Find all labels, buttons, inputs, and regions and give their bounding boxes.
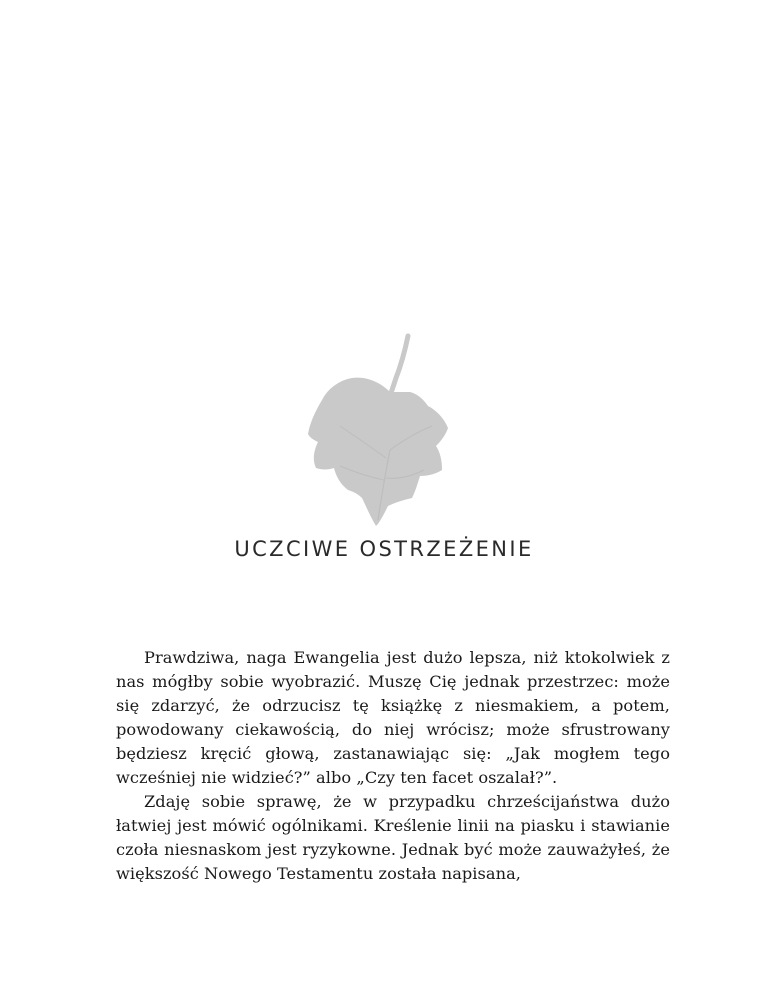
maple-leaf-icon xyxy=(300,330,450,530)
body-text xyxy=(116,646,670,886)
paragraph-2: Zdaję sobie sprawę, że w przypadku chrześcijaństwa dużo łatwiej jest mówić ogólnikami. Kreślenie linii na piasku i stawianie czoła niesnaskom jest ryzykowne. Jednak być może zauważyłeś, że większość Nowego Testamentu została napisana, xyxy=(116,792,670,883)
chapter-title: UCZCIWE OSTRZEŻENIE xyxy=(234,537,534,561)
paragraph-1: Prawdziwa, naga Ewangelia jest dużo lepsza, niż ktokolwiek z nas mógłby sobie wyobrazić. Muszę Cię jednak przestrzec: może się zdarzyć, że odrzucisz tę książkę z niesmakiem, a potem, powodowany ciekawością, do niej wrócisz; może sfrustrowany będziesz kręcić głową, zastanawiając się: „Jak mogłem tego wcześniej nie widzieć?” albo „Czy ten facet oszalał?”. xyxy=(116,648,670,787)
